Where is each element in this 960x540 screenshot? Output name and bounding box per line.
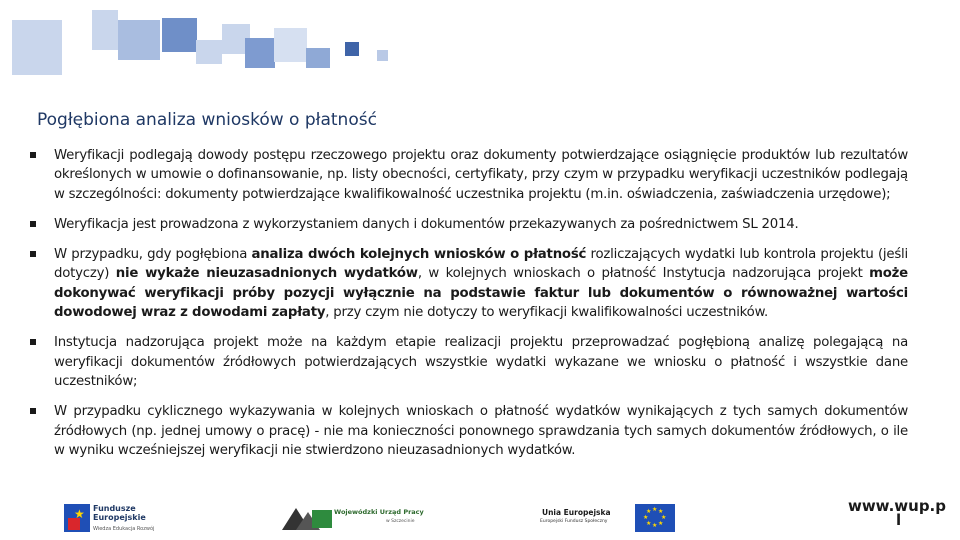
deco-square <box>274 28 307 62</box>
wup-logo-line1: Wojewódzki Urząd Pracy <box>334 508 424 516</box>
bullet-item <box>30 146 908 204</box>
bullet-marker-icon <box>30 152 36 158</box>
deco-square <box>306 48 330 68</box>
wup-logo <box>282 502 432 536</box>
deco-square <box>92 10 118 50</box>
deco-square <box>196 40 222 64</box>
bullet-item <box>30 245 908 322</box>
deco-square <box>118 20 160 60</box>
bullet-text: Weryfikacji podlegają dowody postępu rzeczowego projektu oraz dokumenty potwierdzające osiągnięcie produktów lub rezultatów określonych w umowie o dofinansowanie, np. listy obecności, certyfikaty, przy czym w przypadku weryfikacji uczestników podlegają w szczególności: dokumenty potwierdzające kwalifikowalność uczestnika projektu (m.in. oświadczenia, zaświadczenia urzędowe); <box>54 148 908 202</box>
deco-square <box>345 42 359 56</box>
wup-logo-line2: w Szczecinie <box>386 519 415 524</box>
website-url-text: www.wup.p <box>847 497 946 515</box>
deco-square <box>12 20 62 75</box>
bullet-marker-icon <box>30 408 36 414</box>
website-url-overflow: l <box>895 511 902 529</box>
bullet-text-bold: nie wykaże nieuzasadnionych wydatków <box>115 266 418 282</box>
fe-logo <box>64 502 184 536</box>
bullet-item <box>30 215 908 234</box>
deco-square <box>377 50 388 61</box>
eu-logo-line2: Europejski Fundusz Społeczny <box>540 519 608 524</box>
bullet-text: Weryfikacja jest prowadzona z wykorzystaniem danych i dokumentów przekazywanych za pośrednictwem SL 2014. <box>54 216 799 232</box>
bullet-text: , w kolejnych wnioskach o płatność Instytucja nadzorująca projekt <box>417 266 870 282</box>
page-title: Pogłębiona analiza wniosków o płatność <box>37 110 377 130</box>
wup-green-icon <box>312 510 332 528</box>
bullet-marker-icon <box>30 221 36 227</box>
bullet-item <box>30 333 908 391</box>
bullet-marker-icon <box>30 251 36 257</box>
fe-star-icon-yellow: ★ <box>74 507 85 521</box>
deco-square <box>245 38 275 68</box>
bullet-text-bold: analiza dwóch kolejnych wniosków o płatność <box>251 247 587 263</box>
bullet-text-bold: może dokonywać weryfikacji próby pozycji wyłącznie na podstawie faktur lub dokumentów o równoważnej wartości dowodowej wraz z dowodami zapłaty <box>54 266 908 321</box>
bullet-list <box>30 146 908 471</box>
deco-square <box>162 18 197 52</box>
bullet-marker-icon <box>30 339 36 345</box>
bullet-text: Instytucja nadzorująca projekt może na każdym etapie realizacji projektu przeprowadzać pogłębioną analizę polegającą na weryfikacji dokumentów źródłowych potwierdzających wszystkie wydatki wykazane we wniosku o płatność i wszystkie dane uczestników; <box>54 335 908 389</box>
website-url[interactable] <box>846 497 948 533</box>
fe-logo-line2: Europejskie <box>93 513 146 522</box>
bullet-text: W przypadku cyklicznego wykazywania w kolejnych wnioskach o płatność wydatków wynikających z tych samych dokumentów źródłowych (np. jednej umowy o pracę) - nie ma konieczności ponownego sprawdzania tych samych dokumentów źródłowych, o ile w wyniku wcześniejszej weryfikacji nie stwierdzono nieuzasadnionych wydatków. <box>54 404 908 458</box>
footer <box>0 498 960 540</box>
eu-logo-line1: Unia Europejska <box>542 508 611 517</box>
bullet-text: rozliczających wydatki lub kontrola projektu (jeśli dotyczy) <box>54 247 909 282</box>
fe-logo-line1: Fundusze <box>93 504 136 513</box>
eu-flag-icon: ★ ★ ★ ★ ★ ★ ★ ★ <box>635 504 675 532</box>
bullet-item <box>30 402 908 460</box>
fe-logo-line3: Wiedza Edukacja Rozwój <box>93 526 155 532</box>
bullet-text: W przypadku, gdy pogłębiona <box>54 247 252 263</box>
eu-logo <box>540 502 680 536</box>
bullet-text: , przy czym nie dotyczy to weryfikacji kwalifikowalności uczestników. <box>325 305 769 321</box>
